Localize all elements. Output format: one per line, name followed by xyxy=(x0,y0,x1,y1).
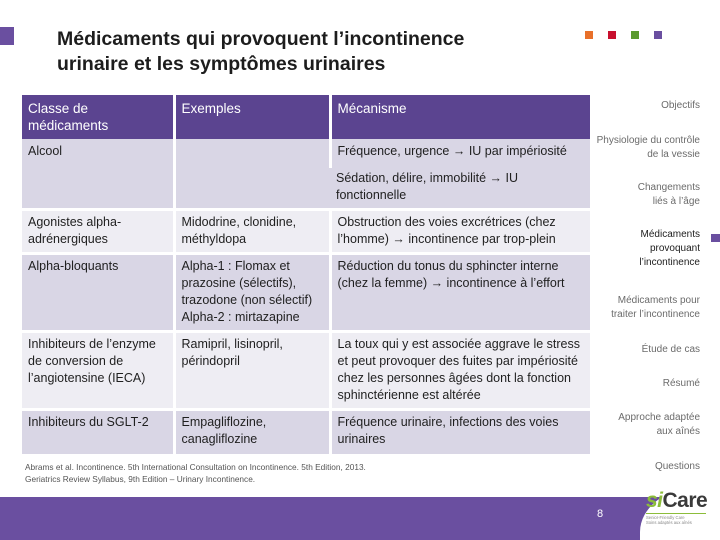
deco-square-red xyxy=(608,31,616,39)
nav-item-etude-de-cas[interactable]: Étude de cas xyxy=(641,344,700,355)
logo-tagline-fr: Soins adaptés aux aînés xyxy=(646,520,692,525)
table-row xyxy=(22,410,590,454)
cell-example: Empagliflozine, canagliflozine xyxy=(174,410,330,454)
deco-square-green xyxy=(631,31,639,39)
nav-item-changements[interactable]: Changements liés à l’âge xyxy=(637,182,700,207)
deco-square-orange xyxy=(585,31,593,39)
nav-item-resume[interactable]: Résumé xyxy=(662,378,700,389)
nav-item-medicaments-provoquant[interactable]: Médicaments provoquant l’incontinence xyxy=(639,229,700,268)
nav-item-medicaments-traiter[interactable]: Médicaments pour traiter l’incontinence xyxy=(611,295,700,320)
footer-bar xyxy=(0,497,720,540)
nav-item-questions[interactable]: Questions xyxy=(654,461,700,472)
cell-class: Alpha-bloquants xyxy=(22,254,174,332)
slide-title-line-1: Médicaments qui provoquent l’incontinence xyxy=(57,28,465,50)
header-examples: Exemples xyxy=(174,95,330,139)
reference-line-2: Geriatrics Review Syllabus, 9th Edition – Urinary Incontinence. xyxy=(25,474,256,484)
cell-mechanism: Obstruction des voies excrétrices (chez l’homme) → incontinence par trop-plein xyxy=(330,210,590,254)
table-row xyxy=(22,210,590,254)
cell-mechanism: Fréquence, urgence → IU par impériosité xyxy=(330,139,590,168)
decorative-squares xyxy=(585,31,662,39)
header-class: Classe de médicaments xyxy=(22,95,174,139)
slide-title-line-2: urinaire et les symptômes urinaires xyxy=(57,53,386,75)
nav-item-approche[interactable]: Approche adaptée aux aînés xyxy=(618,412,700,437)
table-row-alcool xyxy=(22,139,590,168)
cell-class: Inhibiteurs de l’enzyme de conversion de l’angiotensine (IECA) xyxy=(22,332,174,410)
cell-example: Ramipril, lisinopril, périndopril xyxy=(174,332,330,410)
cell-mechanism: La toux qui y est associée aggrave le stress et peut provoquer des fuites par impériosité chez les personnes âgées dont la fonction sphinctérienne est altérée xyxy=(330,332,590,410)
references xyxy=(25,461,366,485)
cell-example xyxy=(174,139,330,210)
cell-class: Agonistes alpha-adrénergiques xyxy=(22,210,174,254)
cell-class: Inhibiteurs du SGLT-2 xyxy=(22,410,174,454)
deco-square-purple xyxy=(654,31,662,39)
reference-line-1: Abrams et al. Incontinence. 5th International Consultation on Incontinence. 5th Edition, 2013. xyxy=(25,462,366,472)
cell-mechanism: Sédation, délire, immobilité → IU fonctionnelle xyxy=(330,168,590,210)
table-row xyxy=(22,254,590,332)
header-mechanism: Mécanisme xyxy=(330,95,590,139)
slide-title xyxy=(57,27,577,77)
table-header-row xyxy=(22,95,590,139)
cell-mechanism: Réduction du tonus du sphincter interne (chez la femme) → incontinence à l’effort xyxy=(330,254,590,332)
sicare-logo xyxy=(646,490,708,534)
page-number: 8 xyxy=(596,508,604,520)
logo-wordmark: siCare xyxy=(646,489,708,512)
corner-accent-square xyxy=(0,27,14,45)
active-section-marker xyxy=(711,234,720,242)
table-row xyxy=(22,332,590,410)
cell-example: Midodrine, clonidine, méthyldopa xyxy=(174,210,330,254)
logo-divider xyxy=(646,513,706,514)
medication-table xyxy=(22,95,590,454)
nav-item-physiologie[interactable]: Physiologie du contrôle de la vessie xyxy=(596,135,700,160)
cell-mechanism: Fréquence urinaire, infections des voies urinaires xyxy=(330,410,590,454)
logo-tagline-en: Senior-Friendly Care xyxy=(646,515,685,520)
cell-class: Alcool xyxy=(22,139,174,210)
cell-example: Alpha-1 : Flomax et prazosine (sélectifs), trazodone (non sélectif) Alpha-2 : mirtazapine xyxy=(174,254,330,332)
nav-item-objectifs[interactable]: Objectifs xyxy=(661,100,700,111)
